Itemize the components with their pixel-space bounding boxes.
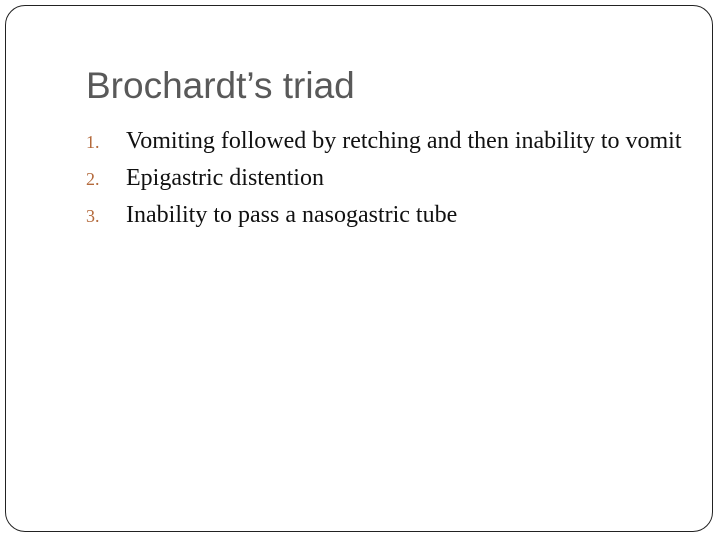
list-item: [86, 199, 686, 231]
list-item-text: Vomiting followed by retching and then inability to vomit: [126, 128, 682, 154]
slide-title: Brochardt’s triad: [86, 65, 355, 106]
list-item-text: Epigastric distention: [126, 165, 324, 191]
slide-frame: [5, 5, 713, 532]
triad-list: [86, 125, 686, 236]
list-item-text: Inability to pass a nasogastric tube: [126, 202, 458, 228]
list-item-number: 2.: [86, 169, 100, 189]
list-item: [86, 125, 686, 157]
list-item-number: 1.: [86, 132, 100, 152]
list-item: [86, 162, 686, 194]
list-item-number: 3.: [86, 206, 100, 226]
